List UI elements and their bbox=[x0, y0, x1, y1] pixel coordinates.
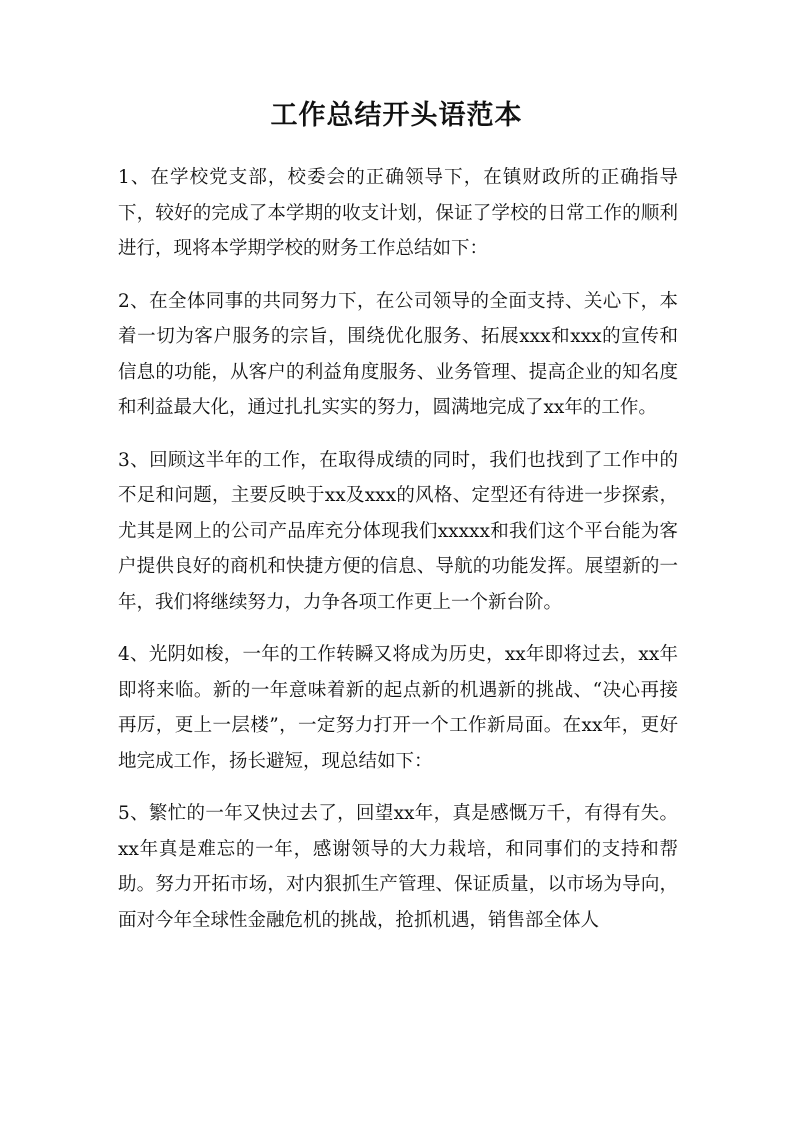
paragraph-2: 2、在全体同事的共同努力下，在公司领导的全面支持、关心下，本着一切为客户服务的宗旨，围绕优化服务、拓展xxx和xxx的宣传和信息的功能，从客户的利益角度服务、业务管理、提高企业的知名度和利益最大化，通过扎扎实实的努力，圆满地完成了xx年的工作。 bbox=[118, 290, 678, 418]
paragraph-5: 5、繁忙的一年又快过去了，回望xx年，真是感慨万千，有得有失。xx年真是难忘的一年，感谢领导的大力栽培，和同事们的支持和帮助。努力开拓市场，对内狠抓生产管理、保证质量，以市场为导向，面对今年全球性金融危机的挑战，抢抓机遇，销售部全体人 bbox=[118, 803, 678, 931]
paragraph-4: 4、光阴如梭，一年的工作转瞬又将成为历史，xx年即将过去，xx年即将来临。新的一年意味着新的起点新的机遇新的挑战、“决心再接再厉，更上一层楼”，一定努力打开一个工作新局面。在xx年，更好地完成工作，扬长避短，现总结如下： bbox=[118, 644, 678, 772]
paragraph-3: 3、回顾这半年的工作，在取得成绩的同时，我们也找到了工作中的不足和问题，主要反映于xx及xxx的风格、定型还有待进一步探索，尤其是网上的公司产品库充分体现我们xxxxx和我们这个平台能为客户提供良好的商机和快捷方便的信息、导航的功能发挥。展望新的一年，我们将继续努力，力争各项工作更上一个新台阶。 bbox=[118, 449, 678, 613]
paragraph-1: 1、在学校党支部，校委会的正确领导下，在镇财政所的正确指导下，较好的完成了本学期的收支计划，保证了学校的日常工作的顺利进行，现将本学期学校的财务工作总结如下： bbox=[118, 167, 678, 259]
document-body bbox=[118, 160, 678, 955]
document-title: 工作总结开头语范本 bbox=[270, 100, 523, 131]
